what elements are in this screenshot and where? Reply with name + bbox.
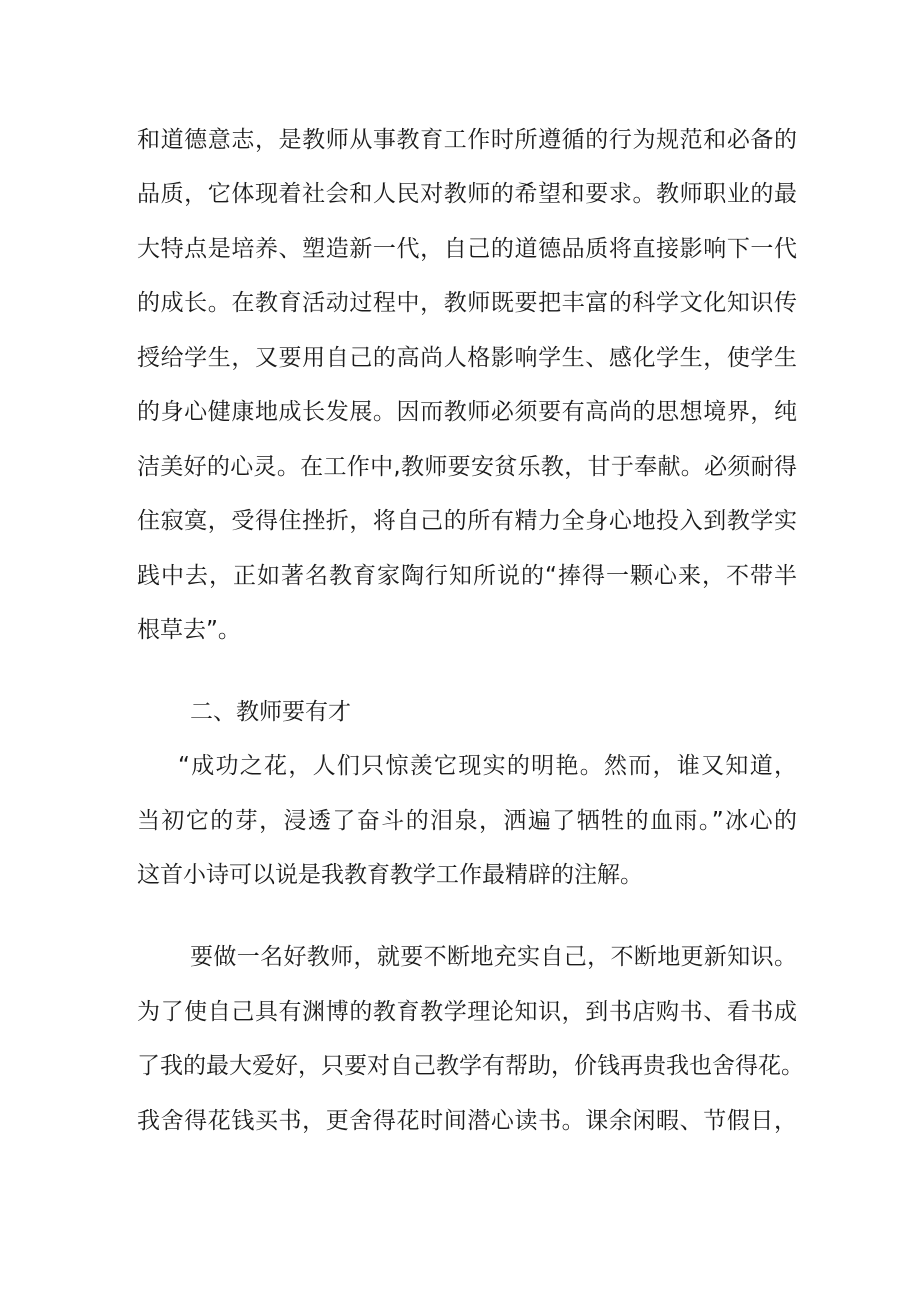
text-line: 和道德意志，是教师从事教育工作时所遵循的行为规范和必备的 [137,127,797,153]
text-line: 为了使自己具有渊博的教育教学理论知识，到书店购书、看书成 [137,999,797,1025]
text-line: 的成长。在教育活动过程中，教师既要把丰富的科学文化知识传 [137,290,797,316]
text-line: 授给学生，又要用自己的高尚人格影响学生、感化学生，使学生 [137,345,797,371]
section-heading: 二、教师要有才 [190,699,351,725]
text-line: 我舍得花钱买书，更舍得花时间潜心读书。课余闲暇、节假日， [137,1108,797,1134]
text-line: 根草去”。 [137,617,241,643]
text-line: 大特点是培养、塑造新一代，自己的道德品质将直接影响下一代 [137,236,797,262]
text-line: 当初它的芽，浸透了奋斗的泪泉，洒遍了牺牲的血雨。”冰心的 [137,808,797,834]
text-line: 洁美好的心灵。在工作中,教师要安贫乐教，甘于奉献。必须耐得 [137,454,797,480]
text-line: “成功之花，人们只惊羡它现实的明艳。然而，谁又知道， [178,753,797,779]
text-line: 要做一名好教师，就要不断地充实自己，不断地更新知识。 [190,944,797,970]
text-line: 践中去，正如著名教育家陶行知所说的“捧得一颗心来，不带半 [137,563,797,589]
text-line: 住寂寞，受得住挫折，将自己的所有精力全身心地投入到教学实 [137,508,797,534]
text-line: 了我的最大爱好，只要对自己教学有帮助，价钱再贵我也舍得花。 [137,1053,804,1079]
text-line: 品质，它体现着社会和人民对教师的希望和要求。教师职业的最 [137,181,797,207]
text-line: 这首小诗可以说是我教育教学工作最精辟的注解。 [137,862,643,888]
text-line: 的身心健康地成长发展。因而教师必须要有高尚的思想境界，纯 [137,399,797,425]
